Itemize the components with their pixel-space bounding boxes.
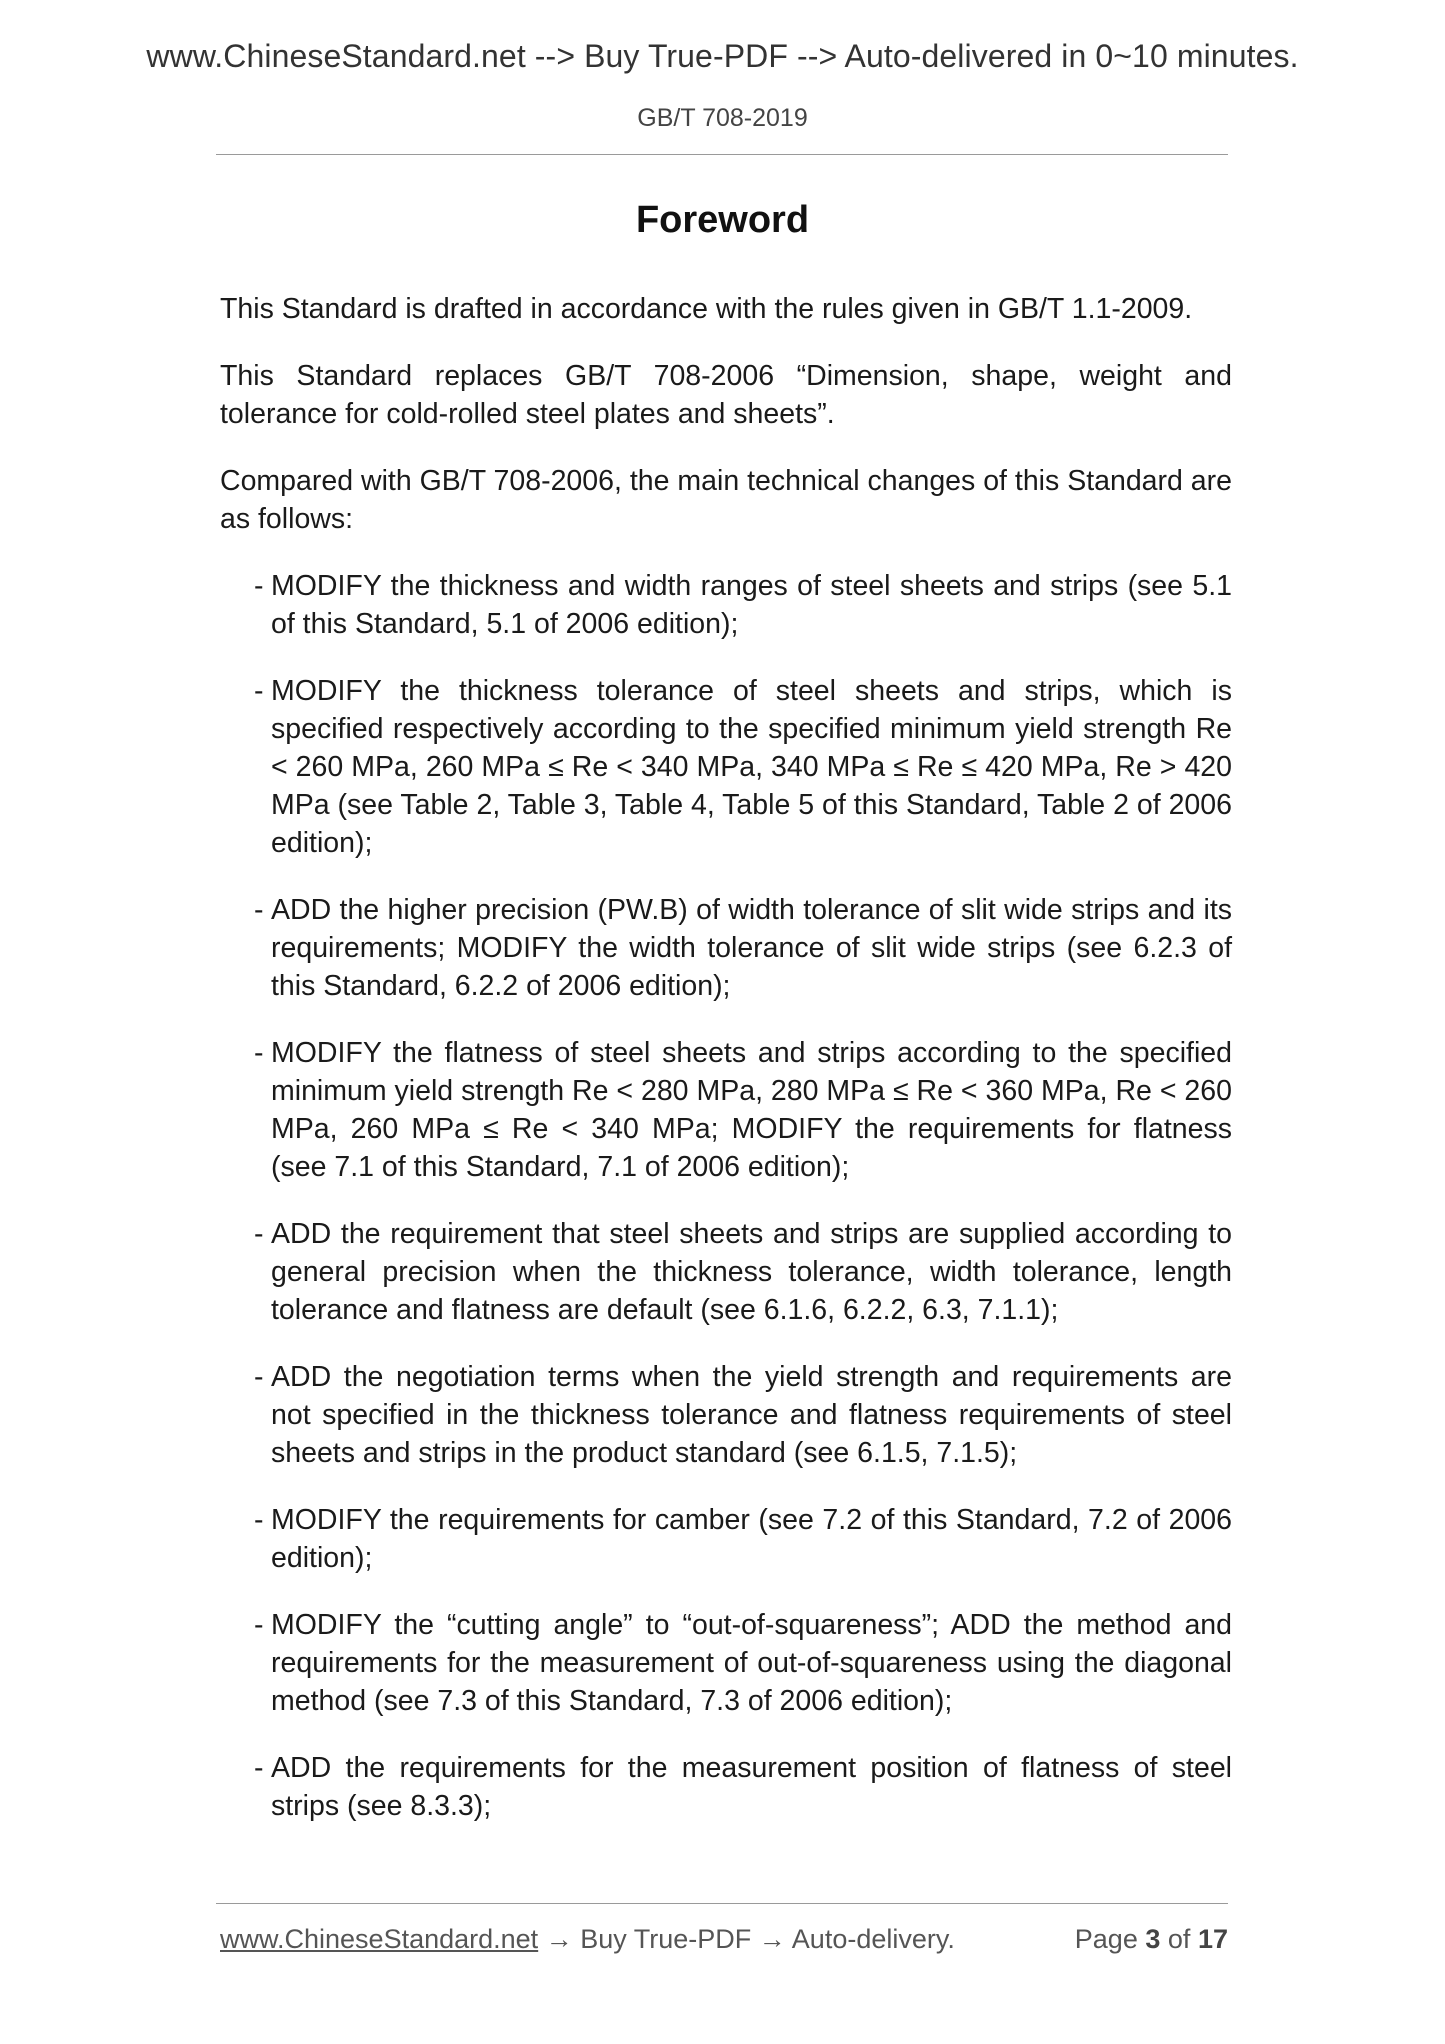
standard-code: GB/T 708-2019 xyxy=(637,104,808,132)
paragraph-changes-intro: Compared with GB/T 708-2006, the main technical changes of this Standard are as follows: xyxy=(220,465,1232,535)
paragraph-replaces: This Standard replaces GB/T 708-2006 “Dimension, shape, weight and tolerance for cold-rolled steel plates and sheets”. xyxy=(220,360,1232,430)
arrow-right-icon: → xyxy=(545,1924,573,1954)
footer-buy-text: Buy True-PDF xyxy=(580,1924,752,1954)
list-item xyxy=(254,891,1232,1005)
footer-delivery-text: Auto-delivery. xyxy=(791,1924,955,1954)
list-item xyxy=(254,1215,1232,1329)
footer-site-link[interactable]: www.ChineseStandard.net xyxy=(220,1924,539,1954)
page-of: of xyxy=(1167,1924,1191,1954)
dash-bullet: - xyxy=(254,570,264,602)
page-total: 17 xyxy=(1197,1924,1228,1954)
list-item xyxy=(254,672,1232,862)
page-label: Page xyxy=(1074,1924,1138,1954)
list-item xyxy=(254,1606,1232,1720)
list-item xyxy=(254,1034,1232,1186)
list-item xyxy=(254,1749,1232,1825)
list-item-text: ADD the requirements for the measurement position of flatness of steel strips (see 8.3.3); xyxy=(271,1752,1232,1822)
list-item xyxy=(254,1501,1232,1577)
page-number xyxy=(1075,1924,1228,1955)
dash-bullet: - xyxy=(254,1609,264,1641)
footer-promo xyxy=(220,1924,955,1955)
list-item-text: MODIFY the thickness tolerance of steel sheets and strips, which is specified respectively according to the specified minimum yield strength Re < 260 MPa, 260 MPa ≤ Re < 340 MPa, 340 MPa ≤ Re ≤ 420 MPa, Re > 420 MPa (see Table 2, Table 3, Table 4, Table 5 of this Standard, Table 2 of 2006 edition); xyxy=(271,675,1232,859)
dash-bullet: - xyxy=(254,1752,264,1784)
changes-list xyxy=(220,567,1232,1825)
dash-bullet: - xyxy=(254,675,264,707)
list-item-text: ADD the higher precision (PW.B) of width tolerance of slit wide strips and its requirements; MODIFY the width tolerance of slit wide strips (see 6.2.3 of this Standard, 6.2.2 of 2006 edition); xyxy=(271,894,1232,1002)
list-item-text: ADD the requirement that steel sheets and strips are supplied according to general precision when the thickness tolerance, width tolerance, length tolerance and flatness are default (see 6.1.6, 6.2.2, 6.3, 7.1.1); xyxy=(271,1218,1232,1326)
list-item-text: MODIFY the thickness and width ranges of steel sheets and strips (see 5.1 of this Standard, 5.1 of 2006 edition); xyxy=(271,570,1232,640)
list-item-text: MODIFY the requirements for camber (see 7.2 of this Standard, 7.2 of 2006 edition); xyxy=(271,1504,1232,1574)
header-divider xyxy=(216,154,1228,155)
list-item-text: ADD the negotiation terms when the yield strength and requirements are not specified in the thickness tolerance and flatness requirements of steel sheets and strips in the product standard (see 6.1.5, 7.1.5); xyxy=(271,1361,1232,1469)
dash-bullet: - xyxy=(254,1504,264,1536)
list-item xyxy=(254,1358,1232,1472)
page-title: Foreword xyxy=(635,199,810,241)
dash-bullet: - xyxy=(254,894,264,926)
dash-bullet: - xyxy=(254,1361,264,1393)
document-body xyxy=(220,290,1232,1854)
list-item-text: MODIFY the flatness of steel sheets and strips according to the specified minimum yield strength Re < 280 MPa, 280 MPa ≤ Re < 360 MPa, Re < 260 MPa, 260 MPa ≤ Re < 340 MPa; MODIFY the requirements for flatness (see 7.1 of this Standard, 7.1 of 2006 edition); xyxy=(271,1037,1232,1183)
list-item-text: MODIFY the “cutting angle” to “out-of-squareness”; ADD the method and requirements for the measurement of out-of-squareness using the diagonal method (see 7.3 of this Standard, 7.3 of 2006 edition); xyxy=(271,1609,1232,1717)
top-banner: www.ChineseStandard.net --> Buy True-PDF --> Auto-delivered in 0~10 minutes. xyxy=(146,38,1299,74)
footer-divider xyxy=(216,1903,1228,1904)
arrow-right-icon: → xyxy=(758,1924,786,1954)
dash-bullet: - xyxy=(254,1218,264,1250)
list-item xyxy=(254,567,1232,643)
dash-bullet: - xyxy=(254,1037,264,1069)
page-current: 3 xyxy=(1145,1924,1161,1954)
paragraph-drafting-rules: This Standard is drafted in accordance with the rules given in GB/T 1.1-2009. xyxy=(220,293,1193,325)
